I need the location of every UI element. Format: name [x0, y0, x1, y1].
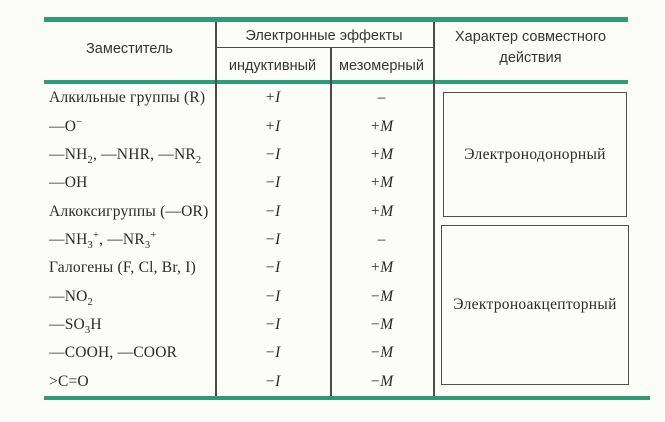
substituent-cell: Галогены (F, Cl, Br, I)	[49, 259, 196, 277]
table-row	[44, 254, 433, 282]
substituent-cell: —OH	[49, 174, 88, 192]
mesomeric-cell: −M	[369, 344, 394, 362]
table-row	[44, 84, 433, 112]
column-separator-3	[433, 22, 435, 396]
electron-acceptor-label: Электроноакцепторный	[453, 296, 617, 313]
inductive-cell: −I	[264, 344, 281, 362]
inductive-cell: −I	[264, 174, 281, 192]
substituent-cell: Алкильные группы (R)	[49, 89, 206, 107]
inductive-cell: +I	[264, 89, 281, 107]
inductive-cell: −I	[264, 316, 281, 334]
mesomeric-cell: +M	[369, 174, 394, 192]
inductive-cell: +I	[264, 117, 281, 135]
substituent-cell: >C=O	[49, 372, 89, 390]
effects-header-separator	[215, 47, 434, 48]
substituent-cell: Алкоксигруппы (—OR)	[49, 202, 209, 220]
table-row	[44, 368, 433, 396]
header-inductive: индуктивный	[228, 58, 317, 74]
mesomeric-cell: −M	[369, 287, 394, 305]
table-row	[44, 283, 433, 311]
electron-donor-box	[443, 92, 627, 217]
inductive-cell: −I	[264, 145, 281, 163]
inductive-cell: −I	[264, 372, 281, 390]
header-electronic-effects: Электронные эффекты	[245, 28, 403, 44]
mesomeric-cell: +M	[369, 117, 394, 135]
table-row	[44, 112, 433, 140]
mesomeric-cell: −M	[369, 372, 394, 390]
electron-acceptor-box	[441, 225, 629, 385]
inductive-cell: −I	[264, 259, 281, 277]
substituent-cell: $—NH_2$, —NHR, $—NR_2$	[49, 145, 202, 166]
mesomeric-cell: −M	[369, 316, 394, 334]
mesomeric-cell: +M	[369, 202, 394, 220]
table-row	[44, 169, 433, 197]
substituent-cell: —O−	[49, 116, 83, 135]
table-bottom-rule	[44, 396, 650, 400]
table-row	[44, 141, 433, 169]
substituent-cell: —COOH, —COOR	[49, 344, 178, 362]
header-combined-action: Характер совместного действия	[454, 29, 607, 66]
table-top-rule	[44, 17, 628, 22]
substituent-cell: $—SO_3H$	[49, 316, 102, 337]
header-mesomeric: мезомерный	[339, 58, 424, 74]
table-body	[44, 84, 433, 396]
table-row	[44, 339, 433, 367]
table-row	[44, 197, 433, 225]
header-substituent: Заместитель	[86, 41, 173, 57]
table-row	[44, 226, 433, 254]
mesomeric-cell: +M	[369, 259, 394, 277]
substituent-cell: $—NH_3^+$, $—NR_3^+$	[49, 229, 157, 252]
inductive-cell: −I	[264, 202, 281, 220]
substituent-cell: $—NO_2$	[49, 287, 93, 308]
mesomeric-cell: –	[377, 89, 386, 107]
mesomeric-cell: –	[377, 230, 386, 248]
electron-donor-label: Электронодонорный	[464, 145, 606, 163]
table-row	[44, 311, 433, 339]
inductive-cell: −I	[264, 230, 281, 248]
inductive-cell: −I	[264, 287, 281, 305]
mesomeric-cell: +M	[369, 145, 394, 163]
